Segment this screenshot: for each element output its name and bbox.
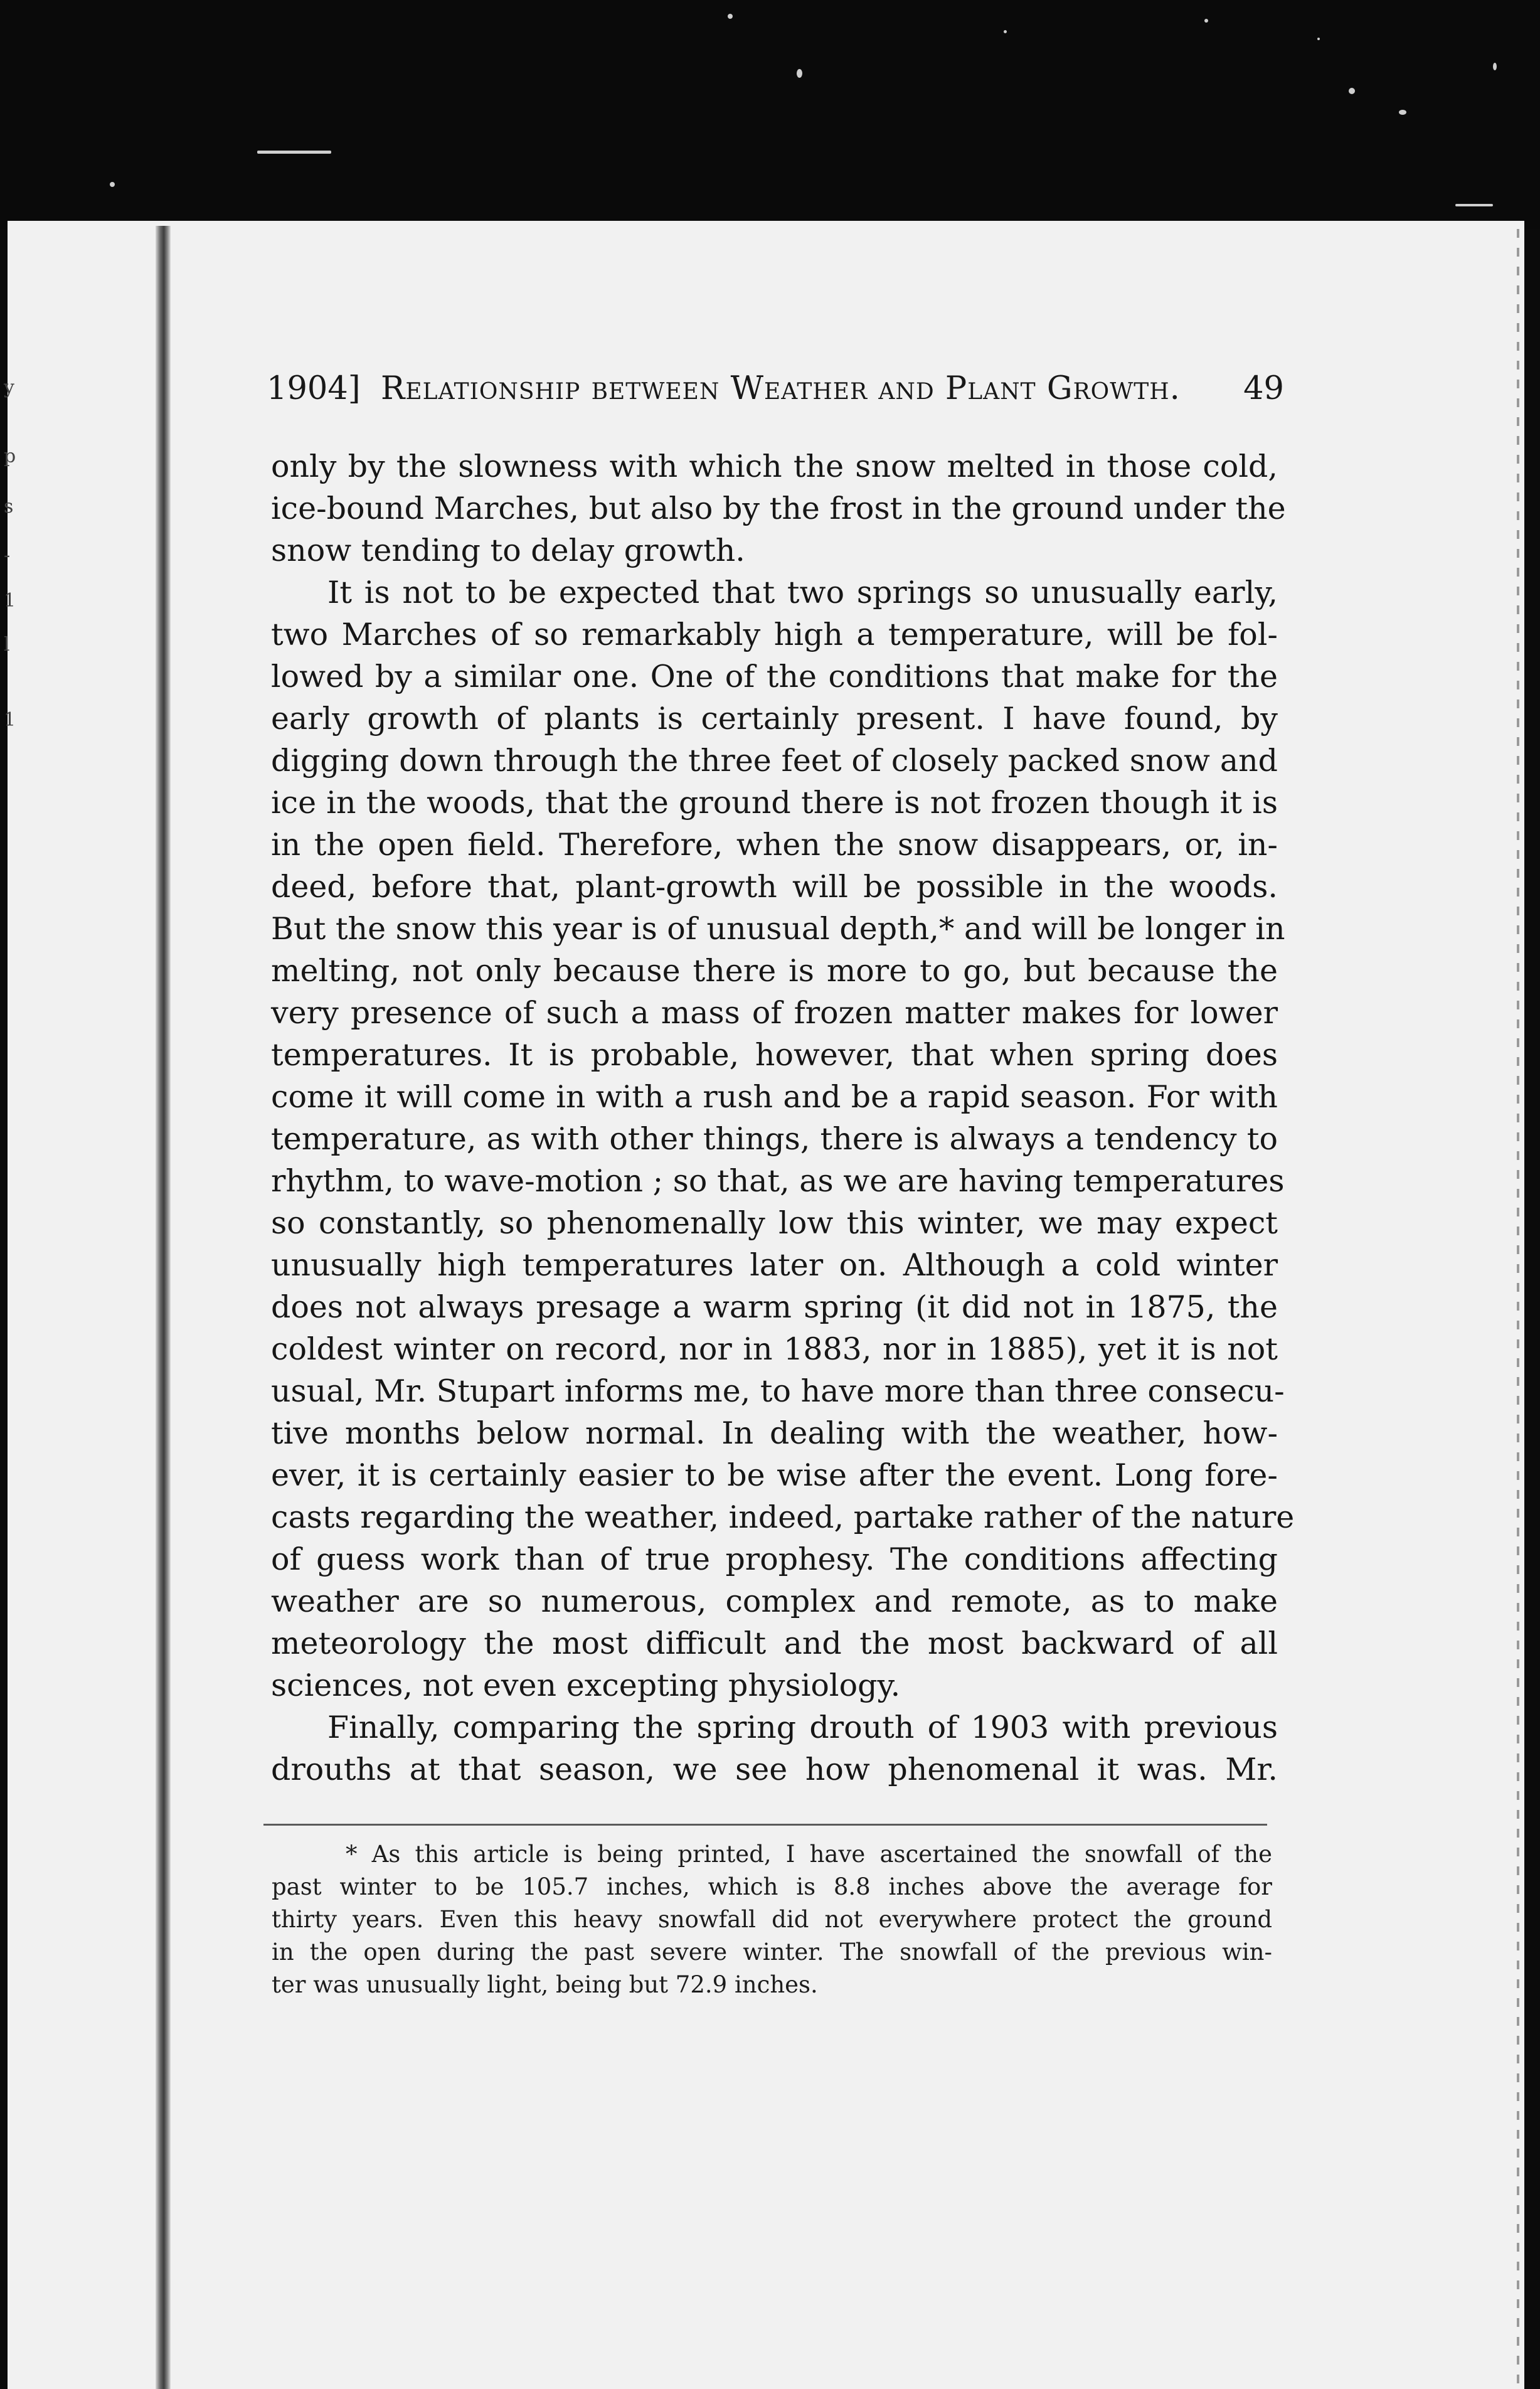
text-line: temperatures. It is probable, however, that when spring does <box>271 1037 1278 1073</box>
dust-speck <box>1455 204 1493 206</box>
text-line: casts regarding the weather, indeed, partake rather of the nature <box>271 1499 1295 1535</box>
text-line: ice in the woods, that the ground there is not frozen though it is <box>271 785 1278 821</box>
dust-speck <box>1004 30 1007 33</box>
text-line: meteorology the most difficult and the most backward of all <box>271 1625 1278 1661</box>
text-line: weather are so numerous, complex and remote, as to make <box>271 1583 1278 1619</box>
scanner-background <box>0 0 1540 229</box>
text-line: ever, it is certainly easier to be wise after the event. Long fore- <box>271 1457 1278 1493</box>
margin-mark: - <box>4 545 11 567</box>
margin-mark: l <box>4 634 10 656</box>
text-line: of guess work than of true prophesy. The conditions affecting <box>271 1541 1278 1577</box>
body-text <box>271 445 1295 1790</box>
margin-mark: 1 <box>4 590 16 612</box>
text-line: temperature, as with other things, there is always a tendency to <box>271 1121 1278 1157</box>
text-line: two Marches of so remarkably high a temperature, will be fol- <box>271 617 1278 652</box>
page-right-edge <box>1517 229 1519 2389</box>
text-line: only by the slowness with which the snow melted in those cold, <box>271 449 1278 484</box>
text-line: But the snow this year is of unusual depth,* and will be longer in <box>271 911 1285 947</box>
footnote-line: thirty years. Even this heavy snowfall did not everywhere protect the ground <box>272 1906 1272 1933</box>
text-line: tive months below normal. In dealing with the weather, how- <box>271 1415 1278 1451</box>
text-line: very presence of such a mass of frozen matter makes for lower <box>271 995 1278 1031</box>
text-line: usual, Mr. Stupart informs me, to have more than three consecu- <box>271 1373 1285 1409</box>
dust-speck <box>110 182 115 187</box>
text-line: snow tending to delay growth. <box>271 533 745 568</box>
text-line: early growth of plants is certainly present. I have found, by <box>271 701 1278 737</box>
text-line: melting, not only because there is more to go, but because the <box>271 953 1278 989</box>
text-line: drouths at that season, we see how phenomenal it was. Mr. <box>271 1752 1278 1787</box>
text-line: rhythm, to wave-motion ; so that, as we are having temperatures <box>271 1163 1285 1199</box>
footnote <box>272 1838 1272 2001</box>
text-line: deed, before that, plant-growth will be possible in the woods. <box>271 869 1278 905</box>
page-binding-gutter <box>156 226 171 2389</box>
dust-speck <box>1317 38 1320 40</box>
text-line: coldest winter on record, nor in 1883, nor in 1885), yet it is not <box>271 1331 1278 1367</box>
dust-speck <box>1349 88 1355 94</box>
dust-speck <box>1204 19 1208 23</box>
page-number: 49 <box>1243 370 1284 407</box>
text-line: lowed by a similar one. One of the conditions that make for the <box>271 659 1278 694</box>
dust-speck <box>728 14 733 19</box>
dust-speck <box>797 69 802 78</box>
margin-mark: p <box>4 445 16 467</box>
text-line: in the open field. Therefore, when the snow disappears, or, in- <box>271 827 1278 863</box>
margin-mark: y <box>4 376 14 398</box>
text-line: digging down through the three feet of closely packed snow and <box>271 743 1278 779</box>
header-year: 1904] <box>267 370 361 407</box>
footnote-line: past winter to be 105.7 inches, which is 8.8 inches above the average for <box>272 1873 1272 1900</box>
text-line: come it will come in with a rush and be a rapid season. For with <box>271 1079 1278 1115</box>
text-line: unusually high temperatures later on. Although a cold winter <box>271 1247 1278 1283</box>
text-line: sciences, not even excepting physiology. <box>271 1668 901 1703</box>
header-title: Relationship between Weather and Plant Growth. <box>381 370 1181 407</box>
footnote-line: * As this article is being printed, I have ascertained the snowfall of the <box>346 1841 1272 1868</box>
text-line: It is not to be expected that two springs so unusually early, <box>327 575 1278 610</box>
running-header <box>267 370 1284 420</box>
text-line: so constantly, so phenomenally low this winter, we may expect <box>271 1205 1278 1241</box>
footnote-line: in the open during the past severe winter. The snowfall of the previous win- <box>272 1939 1272 1966</box>
footnote-separator <box>263 1824 1267 1826</box>
margin-mark: s <box>4 496 14 518</box>
footnote-line: ter was unusually light, being but 72.9 inches. <box>272 1971 818 1998</box>
text-line: ice-bound Marches, but also by the frost in the ground under the <box>271 491 1286 526</box>
margin-mark: 1 <box>4 709 16 731</box>
dust-speck <box>1493 63 1497 70</box>
text-line: Finally, comparing the spring drouth of 1903 with previous <box>327 1710 1278 1745</box>
text-line: does not always presage a warm spring (it did not in 1875, the <box>271 1289 1278 1325</box>
dust-speck <box>257 151 331 154</box>
dust-speck <box>1399 110 1406 115</box>
